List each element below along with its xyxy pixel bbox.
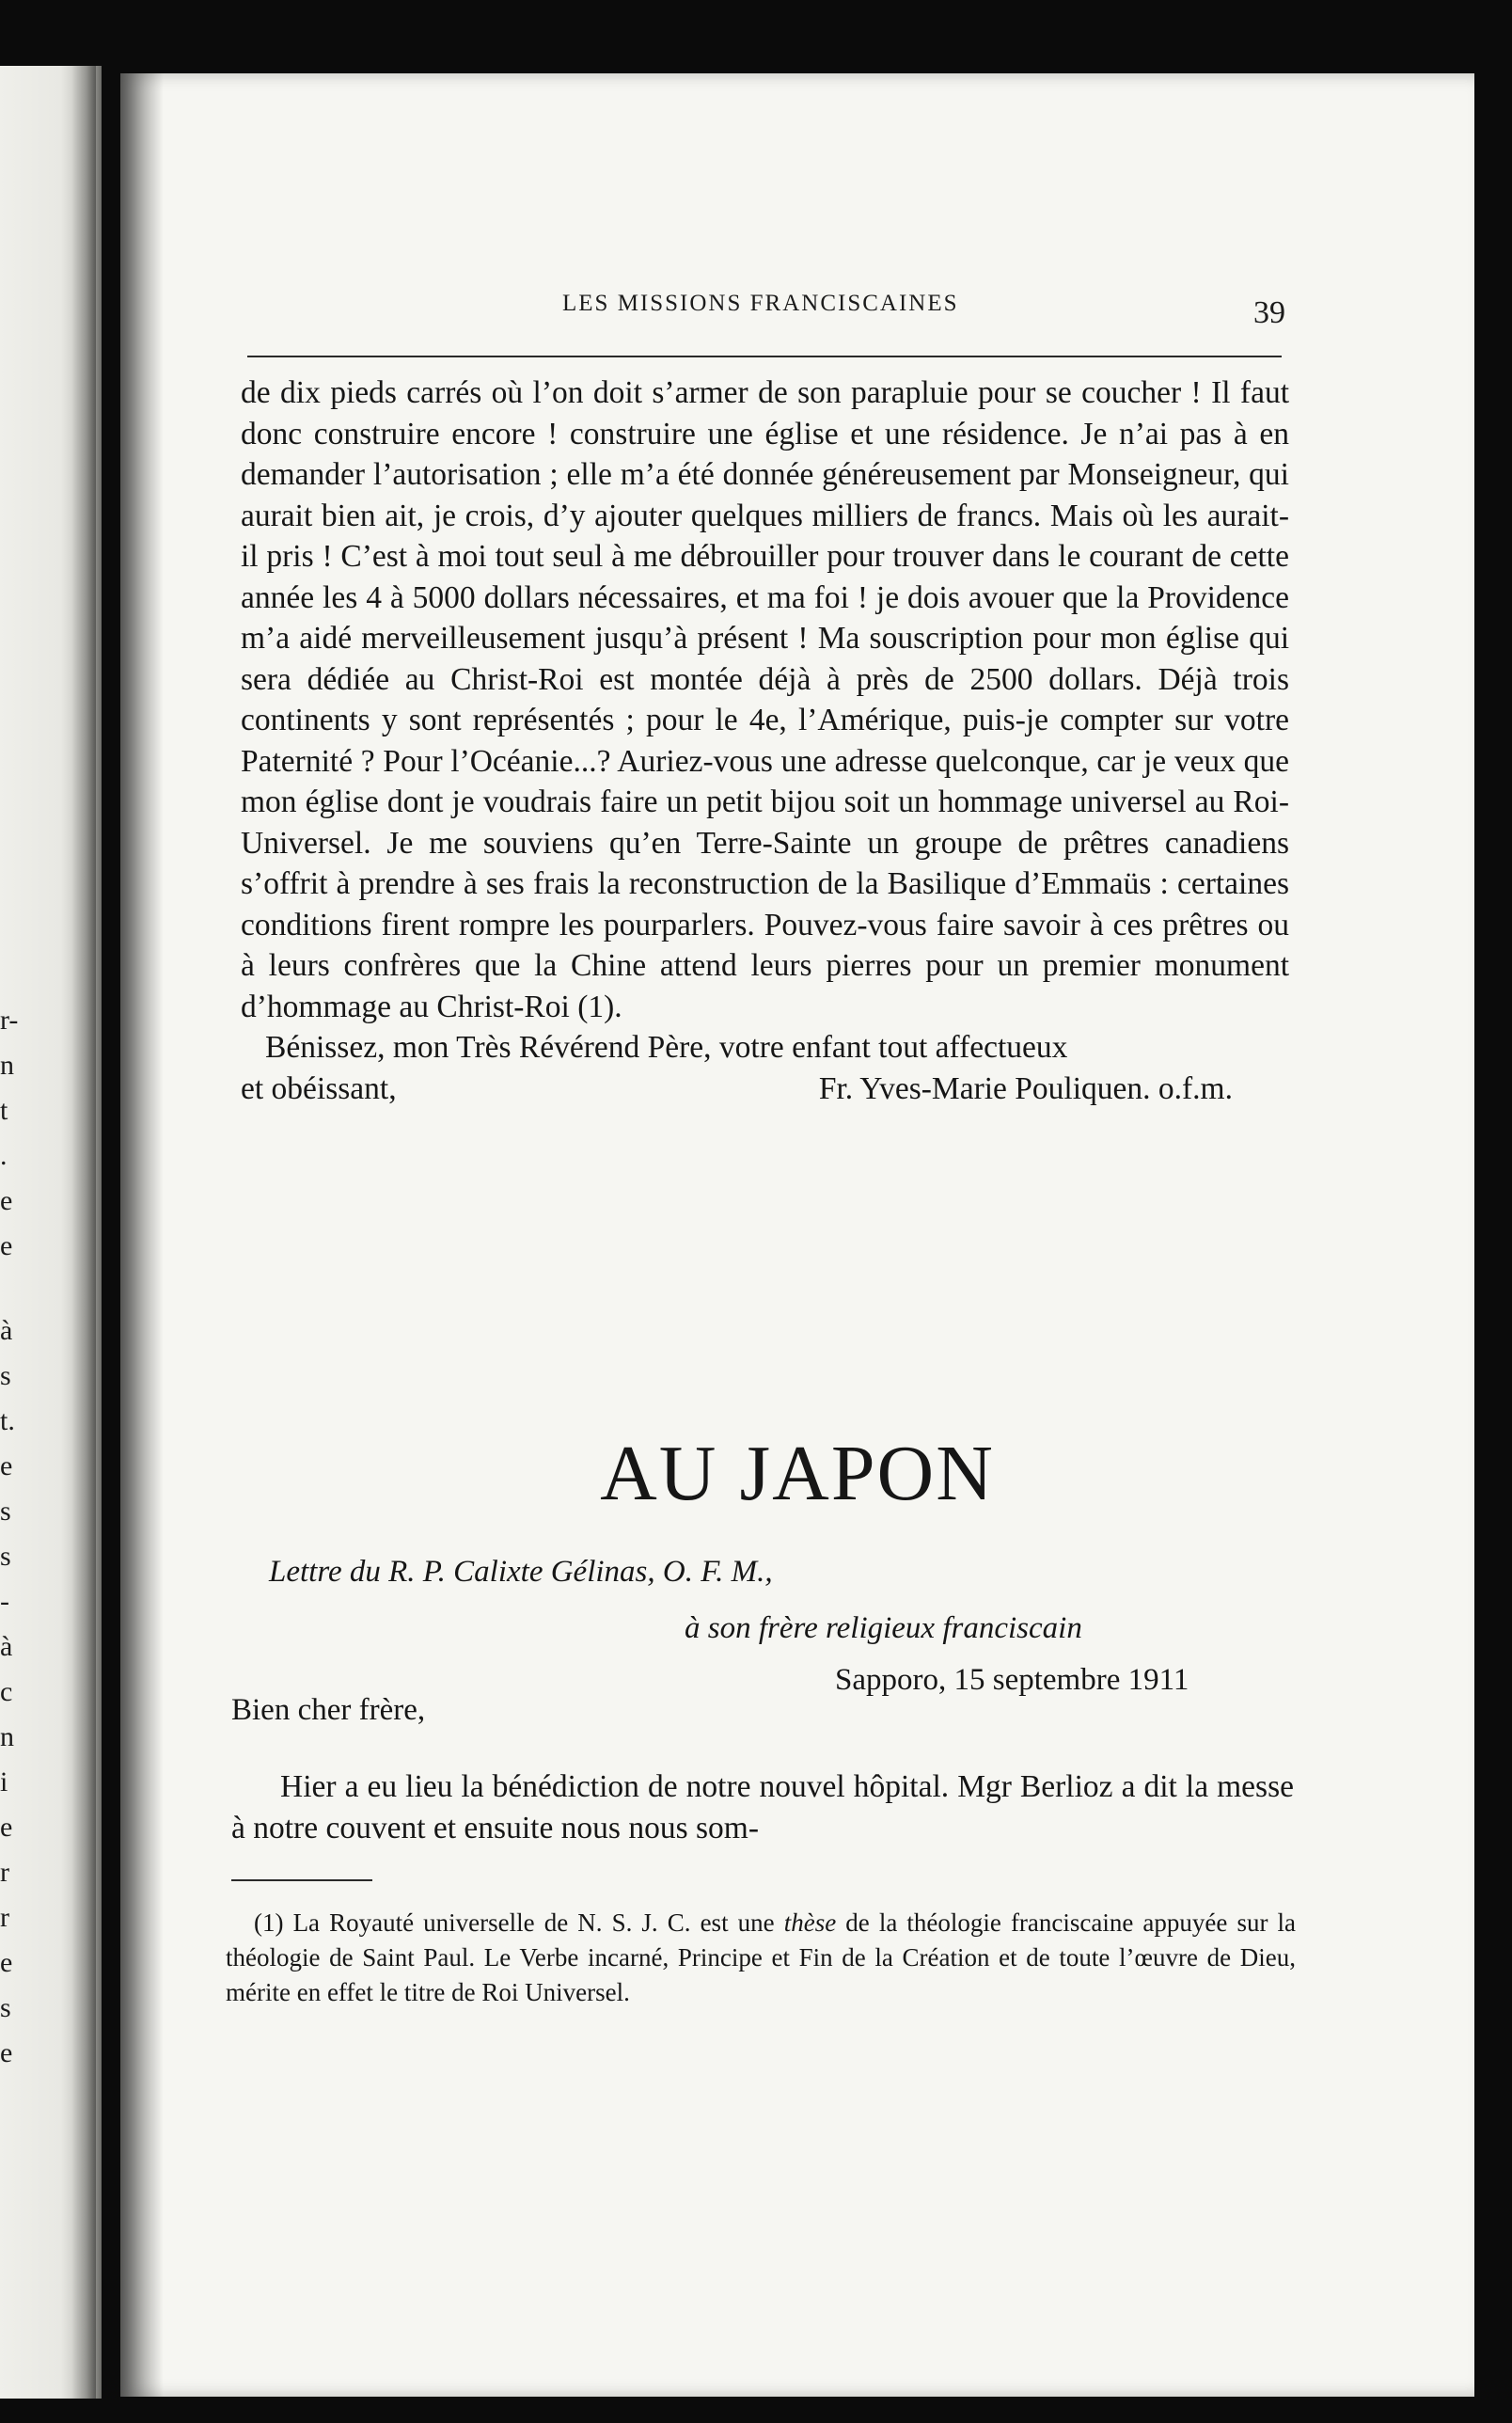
left-page-fragment: e xyxy=(0,1947,13,1978)
left-page-fragment: e xyxy=(0,1812,13,1843)
left-page-fragment: s xyxy=(0,1541,11,1572)
left-page-fragment: r- xyxy=(0,1005,19,1036)
left-page-fragment: c xyxy=(0,1676,13,1707)
left-page-fragment: t. xyxy=(0,1405,15,1436)
footnote-text-start: La Royauté universelle de N. S. J. C. est une xyxy=(292,1908,775,1937)
left-page-fragment: e xyxy=(0,1450,13,1481)
footnote-italic-word: thèse xyxy=(783,1908,837,1937)
left-page-fragment: n xyxy=(0,1721,14,1752)
gutter-shadow xyxy=(120,73,164,2397)
left-page-fragment: à xyxy=(0,1315,13,1346)
left-page-edge xyxy=(0,66,102,2399)
left-page-fragment: - xyxy=(0,1586,9,1617)
footnote-marker: (1) xyxy=(254,1908,284,1937)
book-page xyxy=(120,73,1474,2397)
letter-recipient: à son frère religieux franciscain xyxy=(685,1611,1082,1645)
section-title: AU JAPON xyxy=(600,1430,995,1517)
left-page-fragment: à xyxy=(0,1631,13,1662)
signature: Fr. Yves-Marie Pouliquen. o.f.m. xyxy=(818,1070,1233,1106)
footnote xyxy=(226,1906,1296,2010)
running-head: LES MISSIONS FRANCISCAINES xyxy=(562,291,959,316)
letter-attribution: Lettre du R. P. Calixte Gélinas, O. F. M., xyxy=(269,1555,773,1589)
header-rule xyxy=(247,356,1282,357)
closing-paragraph: Bénissez, mon Très Révérend Père, votre enfant tout affectueux xyxy=(265,1030,1068,1065)
footnote-text-end: de la théologie franciscaine appuyée sur la théologie de Saint Paul. Le Verbe incarné, Principe et Fin de la Création et de toute l’œuvre de Dieu, mérite en effet le titre de Roi Universel. xyxy=(226,1908,1297,2006)
left-page-fragment: t xyxy=(0,1095,8,1126)
page-fold-shadow xyxy=(71,66,96,2399)
salutation: Bien cher frère, xyxy=(231,1693,426,1727)
closing-text: et obéissant, xyxy=(241,1070,397,1106)
dateline: Sapporo, 15 septembre 1911 xyxy=(835,1663,1189,1697)
left-page-fragment: e xyxy=(0,1185,13,1216)
signature-line xyxy=(241,1069,1289,1110)
left-page-fragment: r xyxy=(0,1902,9,1933)
body-paragraph-2: Hier a eu lieu la bénédiction de notre nouvel hôpital. Mgr Berlioz a dit la messe à notre couvent et ensuite nous nous som- xyxy=(231,1769,1294,1845)
left-page-fragment: i xyxy=(0,1766,8,1797)
second-letter-body xyxy=(231,1766,1294,1848)
left-page-fragment: s xyxy=(0,1496,11,1527)
left-page-fragment: n xyxy=(0,1050,14,1081)
left-page-fragment: . xyxy=(0,1140,8,1171)
left-page-fragment: r xyxy=(0,1857,9,1888)
left-page-fragment: e xyxy=(0,2037,13,2068)
left-page-fragment: s xyxy=(0,1360,11,1391)
left-page-fragment: e xyxy=(0,1230,13,1261)
footnote-rule xyxy=(231,1879,372,1881)
page-number: 39 xyxy=(1253,295,1285,330)
body-paragraph: de dix pieds carrés où l’on doit s’armer de son parapluie pour se coucher ! Il faut donc construire encore ! construire une église et une résidence. Je n’ai pas à en demander l’autorisation ; elle m’a été donnée généreusement par Monseigneur, qui aurait bien ait, je crois, d’y ajouter quelques milliers de francs. Mais où les aurait-il pris ! C’est à moi tout seul à me débrouiller pour trouver dans le courant de cette année les 4 à 5000 dollars nécessaires, et ma foi ! je dois avouer que la Providence m’a aidé merveilleusement jusqu’à présent ! Ma souscription pour mon église qui sera dédiée au Christ-Roi est montée déjà à près de 2500 dollars. Déjà trois continents y sont représentés ; pour le 4e, l’Amérique, puis-je compter sur votre Paternité ? Pour l’Océanie...? Auriez-vous une adresse quelconque, car je veux que mon église dont je voudrais faire un petit bijou soit un hommage universel au Roi-Universel. Je me souviens qu’en Terre-Sainte un groupe de prêtres canadiens s’offrit à prendre à ses frais la reconstruction de la Basilique d’Emmaüs : certaines conditions firent rompre les pourparlers. Pouvez-vous faire savoir à ces prêtres ou à leurs confrères que la Chine attend leurs pierres pour un premier monument d’hommage au Christ-Roi (1). xyxy=(241,375,1289,1024)
letter-body xyxy=(241,372,1289,1109)
left-page-fragment: s xyxy=(0,1992,11,2023)
